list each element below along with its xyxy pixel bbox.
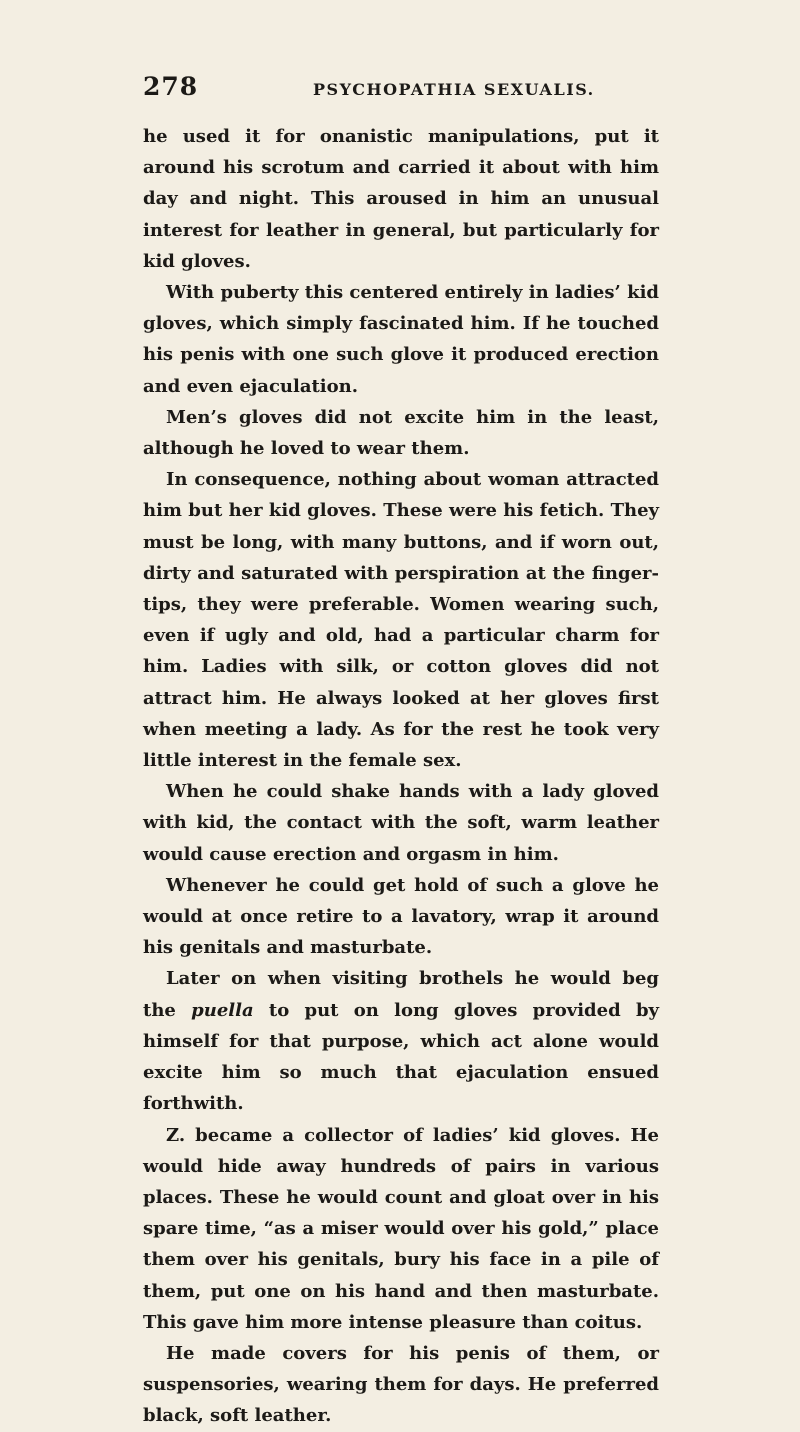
paragraph: He made covers for his penis of them, or suspensories, wearing them for days. He preferred black, soft leather.: [143, 1342, 659, 1427]
paragraph: Men’s gloves did not excite him in the least, although he loved to wear them.: [143, 406, 659, 460]
paragraph: In consequence, nothing about woman attracted him but her kid gloves. These were his fetich. They must be long, with many buttons, and if worn out, dirty and saturated with perspiration at the finger-tips, they were preferable. Women wearing such, even if ugly and old, had a particular charm for him. Ladies with silk, or cotton gloves did not attract him. He always looked at her gloves first when meeting a lady. As for the rest he took very little interest in the female sex.: [143, 469, 659, 772]
italic-term: puella: [191, 999, 254, 1021]
paragraph: Whenever he could get hold of such a glove he would at once retire to a lavatory, wrap it around his genitals and masturbate.: [143, 874, 659, 959]
paragraph: Z. became a collector of ladies’ kid gloves. He would hide away hundreds of pairs in various places. These he would count and gloat over in his spare time, “as a miser would over his gold,” place them over his genitals, bury his face in a pile of them, put one on his hand and then masturbate. This gave him more intense pleasure than coitus.: [143, 1124, 659, 1333]
paragraph-continuation: he used it for onanistic manipulations, put it around his scrotum and carried it about with him day and night. This aroused in him an unusual interest for leather in general, but particularly for kid gloves.: [143, 126, 659, 272]
paragraph-text: to put on long gloves provided by himself for that purpose, which act alone would excite him so much that ejaculation ensued forthwith.: [143, 999, 659, 1115]
paragraph: [143, 963, 659, 1119]
paragraph: With puberty this centered entirely in ladies’ kid gloves, which simply fascinated him. If he touched his penis with one such glove it produced erection and even ejaculation.: [143, 282, 659, 397]
paragraph-text: Later on when visiting brothels he would beg the: [143, 968, 659, 1021]
paragraph: When he could shake hands with a lady gloved with kid, the contact with the soft, warm leather would cause erection and orgasm in him.: [143, 781, 659, 865]
page-number: 278: [143, 72, 199, 101]
page-header: [143, 72, 660, 108]
body-text: [143, 121, 659, 1432]
running-head: PSYCHOPATHIA SEXUALIS.: [313, 80, 595, 99]
